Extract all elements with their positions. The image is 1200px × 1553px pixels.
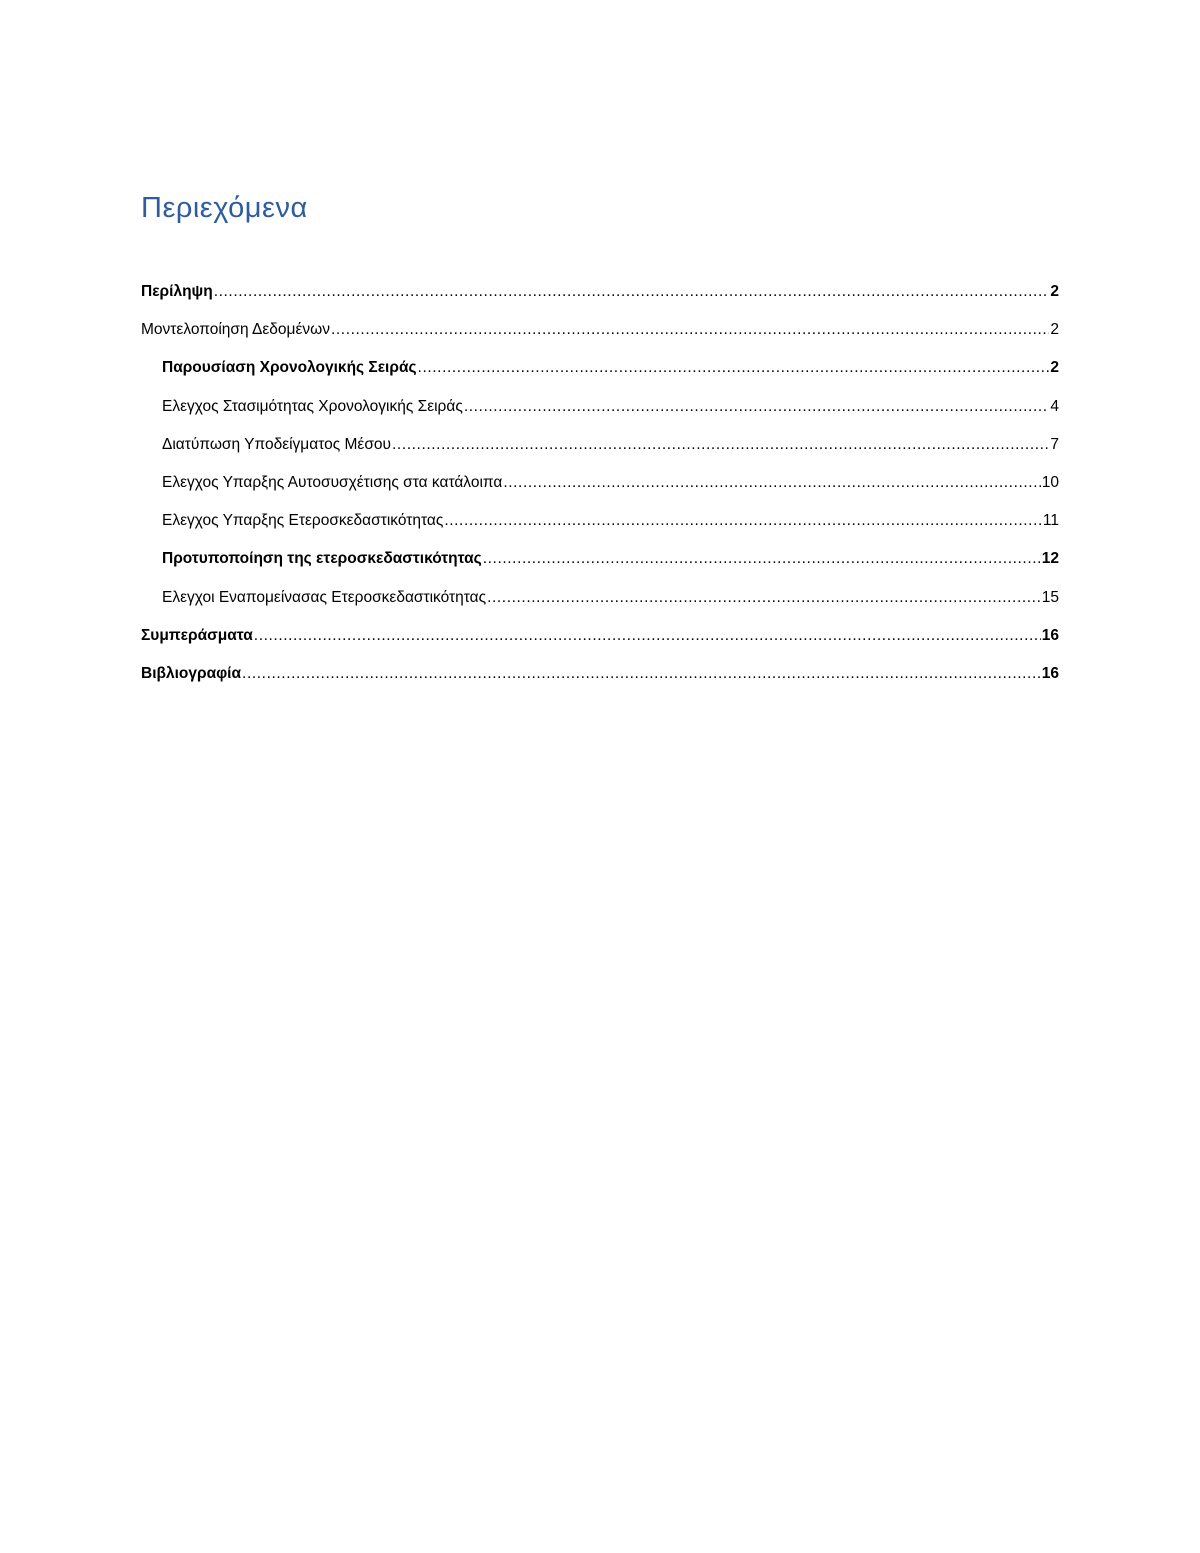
toc-entry-title[interactable]: Παρουσίαση Χρονολογικής Σειράς <box>162 359 417 377</box>
toc-entry[interactable] <box>141 507 1059 545</box>
toc-dot-leader <box>464 393 1050 421</box>
toc-dot-leader <box>242 660 1041 688</box>
toc-dot-leader <box>392 431 1049 459</box>
toc-dot-leader <box>331 316 1049 344</box>
toc-entry-title[interactable]: Προτυποποίηση της ετεροσκεδαστικότητας <box>162 550 482 568</box>
toc-dot-leader <box>418 354 1050 382</box>
toc-entry[interactable] <box>141 393 1059 431</box>
toc-dot-leader <box>483 545 1041 573</box>
toc-heading: Περιεχόμενα <box>141 192 308 224</box>
toc-entry-title[interactable]: Συμπεράσματα <box>141 626 253 644</box>
toc-entry[interactable] <box>141 469 1059 507</box>
toc-entry[interactable] <box>141 622 1059 660</box>
toc-dot-leader <box>487 584 1041 612</box>
toc-entry[interactable] <box>141 316 1059 354</box>
toc-page-number[interactable]: 16 <box>1041 664 1059 682</box>
toc-page-number[interactable]: 7 <box>1050 435 1059 453</box>
toc-entry[interactable] <box>141 545 1059 583</box>
toc-page-number[interactable]: 2 <box>1050 359 1059 377</box>
toc-entry[interactable] <box>141 278 1059 316</box>
toc-page-number[interactable]: 12 <box>1041 550 1059 568</box>
toc-page-number[interactable]: 15 <box>1041 588 1059 606</box>
table-of-contents <box>141 278 1059 698</box>
toc-entry[interactable] <box>141 660 1059 698</box>
toc-page-number[interactable]: 10 <box>1041 473 1059 491</box>
toc-entry[interactable] <box>141 431 1059 469</box>
toc-entry-title[interactable]: Ελεγχοι Εναπομείνασας Ετεροσκεδαστικότητας <box>162 588 487 606</box>
toc-dot-leader <box>503 469 1040 497</box>
toc-page-number[interactable]: 4 <box>1050 397 1059 415</box>
toc-dot-leader <box>254 622 1041 650</box>
toc-entry-title[interactable]: Ελεγχος Υπαρξης Ετεροσκεδαστικότητας <box>162 512 444 530</box>
toc-page-number[interactable]: 2 <box>1050 321 1059 339</box>
toc-entry-title[interactable]: Ελεγχος Στασιμότητας Χρονολογικής Σειράς <box>162 397 463 415</box>
toc-entry-title[interactable]: Βιβλιογραφία <box>141 664 242 682</box>
toc-entry-title[interactable]: Διατύπωση Υποδείγματος Μέσου <box>162 435 391 453</box>
toc-dot-leader <box>444 507 1042 535</box>
toc-entry[interactable] <box>141 584 1059 622</box>
toc-page-number[interactable]: 2 <box>1050 283 1059 300</box>
toc-page-number[interactable]: 16 <box>1041 626 1059 644</box>
toc-entry-title[interactable]: Μοντελοποίηση Δεδομένων <box>141 321 330 339</box>
toc-entry-title[interactable]: Ελεγχος Υπαρξης Αυτοσυσχέτισης στα κατάλοιπα <box>162 473 503 491</box>
toc-entry-title[interactable]: Περίληψη <box>141 283 213 300</box>
toc-entry[interactable] <box>141 354 1059 392</box>
toc-page-number[interactable]: 11 <box>1042 512 1059 530</box>
toc-dot-leader <box>214 278 1050 306</box>
